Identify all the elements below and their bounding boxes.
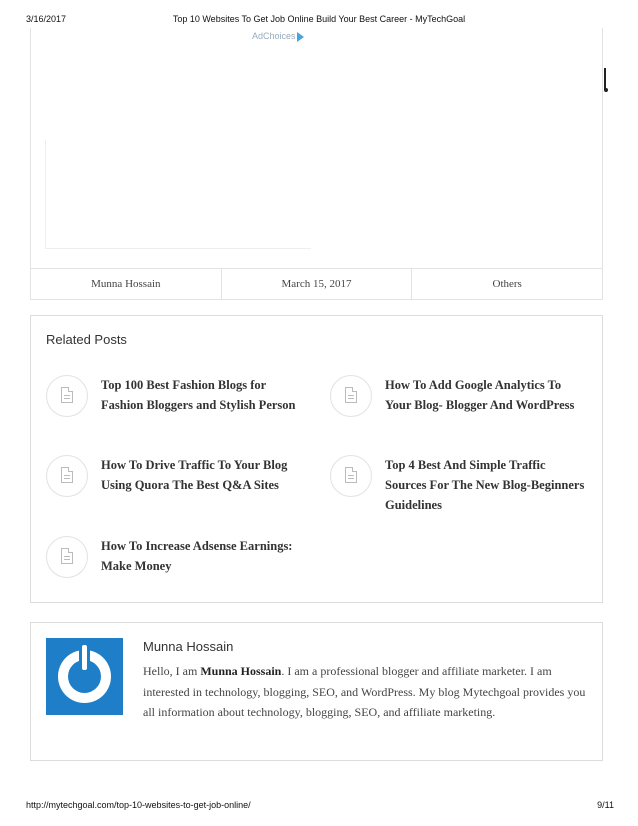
related-posts-heading: Related Posts: [46, 332, 127, 347]
meta-author[interactable]: Munna Hossain: [31, 269, 222, 299]
author-name[interactable]: Munna Hossain: [143, 639, 234, 654]
post-meta-bar: [30, 268, 603, 300]
author-bio: [143, 661, 588, 723]
author-box: [30, 622, 603, 761]
print-title: Top 10 Websites To Get Job Online Build Your Best Career - MyTechGoal: [172, 14, 466, 24]
related-posts: [30, 315, 603, 603]
related-post-title[interactable]: How To Add Google Analytics To Your Blog- Blogger And WordPress: [385, 378, 575, 412]
print-url: http://mytechgoal.com/top-10-websites-to-get-job-online/: [26, 800, 251, 810]
document-icon: [46, 536, 88, 578]
document-icon: [330, 455, 372, 497]
scroll-marker: [604, 68, 606, 90]
ad-choices-link[interactable]: [252, 31, 304, 42]
meta-category[interactable]: Others: [492, 278, 522, 290]
document-icon: [46, 455, 88, 497]
related-post-title[interactable]: How To Increase Adsense Earnings: Make Money: [101, 539, 293, 573]
print-date: 3/16/2017: [26, 14, 67, 24]
author-bio-name: Munna Hossain: [200, 664, 282, 678]
print-header: [0, 12, 638, 28]
ad-choices-icon: [297, 32, 304, 42]
related-post-title[interactable]: How To Drive Traffic To Your Blog Using Quora The Best Q&A Sites: [101, 458, 288, 492]
author-bio-prefix: Hello, I am: [143, 664, 201, 678]
ad-choices-label: AdChoices: [252, 31, 296, 41]
author-bio-text: . I am a professional blogger and affiliate marketer. I am interested in technology, blogging, SEO, and WordPress. My blog Mytechgoal provides you all information about technology, blogging, SEO, and affiliate marketing.: [143, 664, 586, 719]
avatar: [46, 638, 123, 715]
print-page-number: 9/11: [597, 800, 614, 810]
related-post-title[interactable]: Top 100 Best Fashion Blogs for Fashion Bloggers and Stylish Person: [101, 378, 296, 412]
meta-date: March 15, 2017: [222, 269, 413, 299]
ad-container: [30, 28, 603, 268]
document-icon: [46, 375, 88, 417]
ad-frame[interactable]: [45, 140, 311, 249]
document-icon: [330, 375, 372, 417]
related-post-title[interactable]: Top 4 Best And Simple Traffic Sources For The New Blog-Beginners Guidelines: [385, 458, 585, 512]
